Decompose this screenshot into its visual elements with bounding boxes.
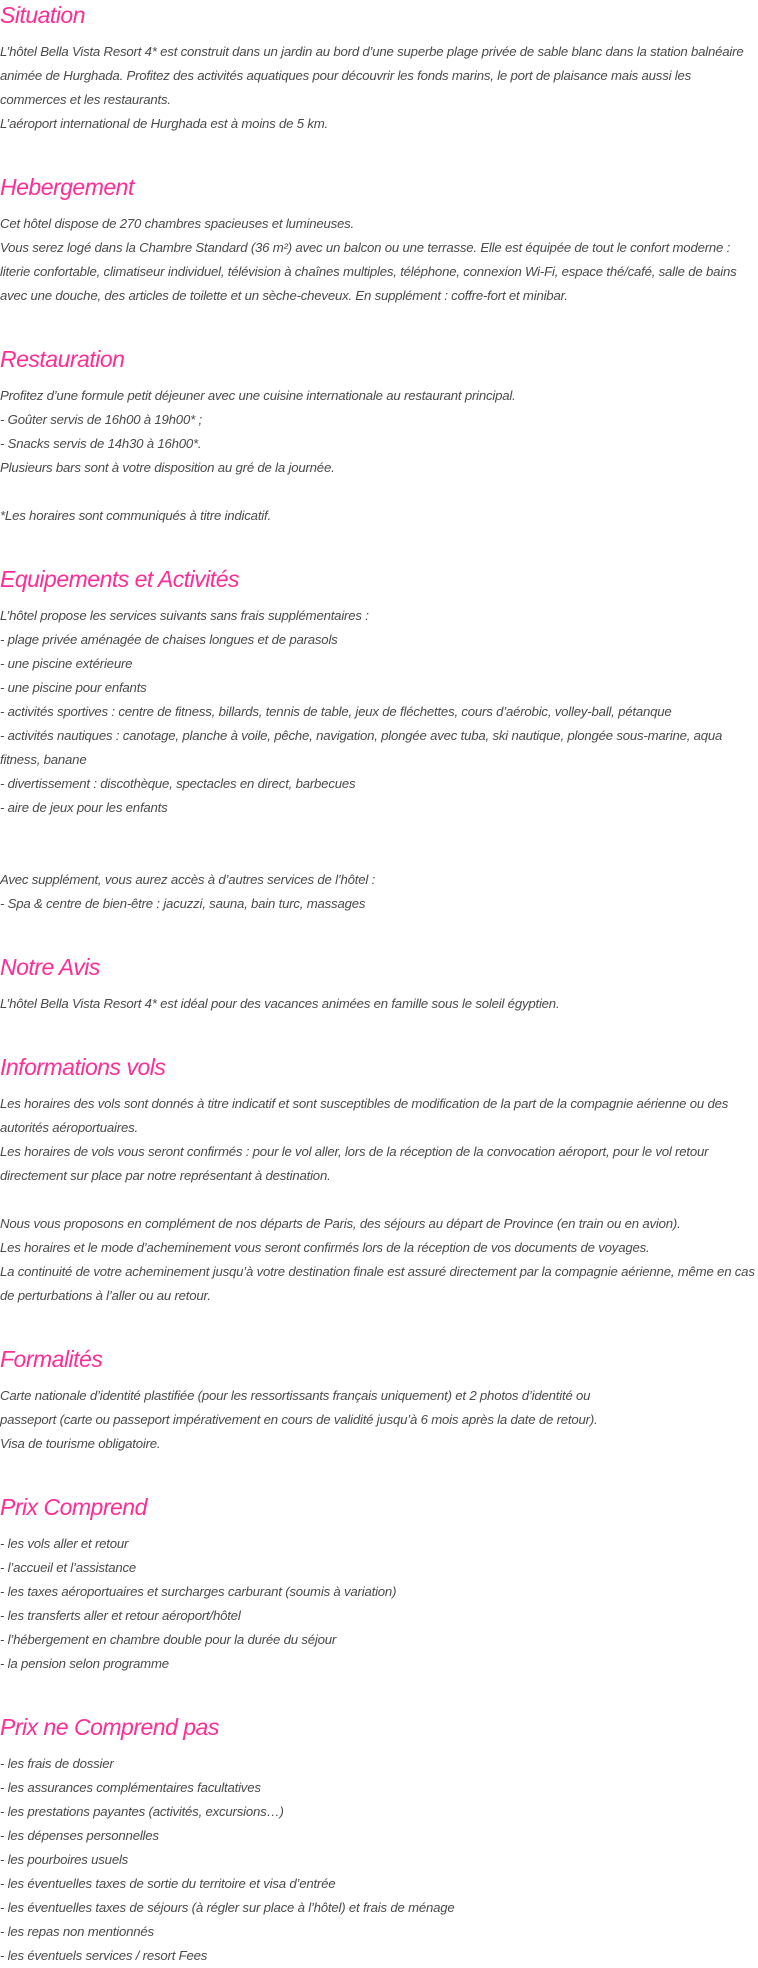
- paragraph: Plusieurs bars sont à votre disposition au gré de la journée.: [0, 460, 335, 475]
- list-item: - plage privée aménagée de chaises longues et de parasols: [0, 632, 338, 647]
- list-item: - les pourboires usuels: [0, 1852, 129, 1867]
- paragraph: Visa de tourisme obligatoire.: [0, 1436, 161, 1451]
- section-title: Hebergement: [0, 174, 134, 200]
- section-title: Prix Comprend: [0, 1494, 147, 1520]
- list-item: - Snacks servis de 14h30 à 16h00*.: [0, 436, 202, 451]
- section-body: [0, 1092, 758, 1308]
- list-item: - les éventuelles taxes de sortie du territoire et visa d’entrée: [0, 1876, 336, 1891]
- list-item: - Goûter servis de 16h00 à 19h00* ;: [0, 412, 202, 427]
- section-title: Formalités: [0, 1346, 103, 1372]
- paragraph: Les horaires des vols sont donnés à titre indicatif et sont susceptibles de modification de la part de la compagnie aérienne ou des autorités aéroportuaires.: [0, 1096, 729, 1135]
- list-item: - la pension selon programme: [0, 1656, 169, 1671]
- section-body: [0, 212, 758, 308]
- paragraph: passeport (carte ou passeport impérativement en cours de validité jusqu’à 6 mois après la date de retour).: [0, 1412, 598, 1427]
- list-item: - les dépenses personnelles: [0, 1828, 159, 1843]
- paragraph: Vous serez logé dans la Chambre Standard (36 m²) avec un balcon ou une terrasse. Elle est équipée de tout le confort moderne : literie confortable, climatiseur individuel, télévision à chaînes multiples, téléphone, connexion Wi-Fi, espace thé/café, salle de bains avec une douche, des articles de toilette et un sèche-cheveux. En supplément : coffre-fort et minibar.: [0, 240, 737, 303]
- section-title: Situation: [0, 2, 86, 28]
- section-hebergement: [0, 172, 758, 308]
- section-prix-comprend: [0, 1492, 758, 1676]
- paragraph: Carte nationale d’identité plastifiée (pour les ressortissants français uniquement) et 2 photos d’identité ou: [0, 1388, 591, 1403]
- list-item: - les frais de dossier: [0, 1756, 114, 1771]
- list-item: - Spa & centre de bien-être : jacuzzi, sauna, bain turc, massages: [0, 896, 366, 911]
- section-title: Prix ne Comprend pas: [0, 1714, 219, 1740]
- list-item: - les vols aller et retour: [0, 1536, 129, 1551]
- section-equipements: [0, 564, 758, 916]
- section-body: [0, 1384, 758, 1456]
- paragraph: L’hôtel Bella Vista Resort 4* est construit dans un jardin au bord d’une superbe plage privée de sable blanc dans la station balnéaire animée de Hurghada. Profitez des activités aquatiques pour découvrir les fonds marins, le port de plaisance mais aussi les commerces et les restaurants.: [0, 44, 744, 107]
- section-situation: [0, 0, 758, 136]
- section-body: [0, 384, 758, 528]
- paragraph: Les horaires de vols vous seront confirmés : pour le vol aller, lors de la réception de la convocation aéroport, pour le vol retour directement sur place par notre représentant à destination.: [0, 1144, 709, 1183]
- paragraph: Les horaires et le mode d’acheminement vous seront confirmés lors de la réception de vos documents de voyages.: [0, 1240, 650, 1255]
- paragraph: L’hôtel Bella Vista Resort 4* est idéal pour des vacances animées en famille sous le soleil égyptien.: [0, 996, 560, 1011]
- list-item: - divertissement : discothèque, spectacles en direct, barbecues: [0, 776, 356, 791]
- list-item: - les prestations payantes (activités, excursions…): [0, 1804, 284, 1819]
- paragraph: Cet hôtel dispose de 270 chambres spacieuses et lumineuses.: [0, 216, 354, 231]
- paragraph: L’hôtel propose les services suivants sans frais supplémentaires :: [0, 608, 369, 623]
- footnote: *Les horaires sont communiqués à titre indicatif.: [0, 508, 271, 523]
- list-item: - l’hébergement en chambre double pour la durée du séjour: [0, 1632, 337, 1647]
- section-body: [0, 1532, 758, 1676]
- section-title: Equipements et Activités: [0, 566, 239, 592]
- section-restauration: [0, 344, 758, 528]
- paragraph: L’aéroport international de Hurghada est à moins de 5 km.: [0, 116, 329, 131]
- list-item: - les assurances complémentaires facultatives: [0, 1780, 261, 1795]
- section-vols: [0, 1052, 758, 1308]
- list-item: - activités sportives : centre de fitness, billards, tennis de table, jeux de fléchettes, cours d’aérobic, volley-ball, pétanque: [0, 704, 672, 719]
- list-item: - les taxes aéroportuaires et surcharges carburant (soumis à variation): [0, 1584, 397, 1599]
- section-formalites: [0, 1344, 758, 1456]
- paragraph: Avec supplément, vous aurez accès à d’autres services de l’hôtel :: [0, 872, 376, 887]
- list-item: - une piscine extérieure: [0, 656, 133, 671]
- section-body: [0, 992, 758, 1016]
- list-item: - les transferts aller et retour aéroport/hôtel: [0, 1608, 241, 1623]
- list-item: - les repas non mentionnés: [0, 1924, 154, 1939]
- section-body: [0, 40, 758, 136]
- section-title: Restauration: [0, 346, 125, 372]
- section-title: Notre Avis: [0, 954, 100, 980]
- list-item: - aire de jeux pour les enfants: [0, 800, 168, 815]
- paragraph: Nous vous proposons en complément de nos départs de Paris, des séjours au départ de Province (en train ou en avion).: [0, 1216, 681, 1231]
- list-item: - les éventuels services / resort Fees: [0, 1948, 208, 1963]
- list-item: - une piscine pour enfants: [0, 680, 147, 695]
- list-item: - activités nautiques : canotage, planche à voile, pêche, navigation, plongée avec tuba, ski nautique, plongée sous-marine, aqua fitness, banane: [0, 728, 723, 767]
- section-title: Informations vols: [0, 1054, 166, 1080]
- section-avis: [0, 952, 758, 1016]
- section-prix-ne-comprend-pas: [0, 1712, 758, 1968]
- list-item: - l’accueil et l’assistance: [0, 1560, 137, 1575]
- list-item: - les éventuelles taxes de séjours (à régler sur place à l’hôtel) et frais de ménage: [0, 1900, 455, 1915]
- paragraph: La continuité de votre acheminement jusqu’à votre destination finale est assuré directement par la compagnie aérienne, même en cas de perturbations à l’aller ou au retour.: [0, 1264, 755, 1303]
- section-body: [0, 604, 758, 916]
- section-body: [0, 1752, 758, 1968]
- paragraph: Profitez d’une formule petit déjeuner avec une cuisine internationale au restaurant principal.: [0, 388, 516, 403]
